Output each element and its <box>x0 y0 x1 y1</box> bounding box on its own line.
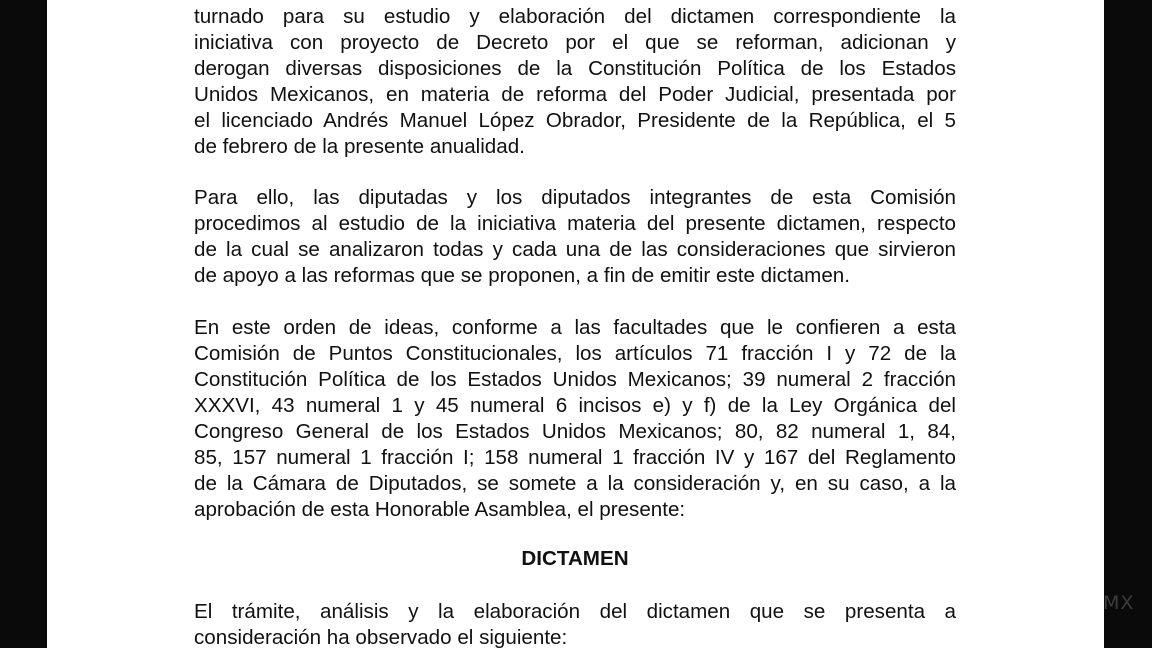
paragraph-line: aprobación de esta Honorable Asamblea, el presente: <box>194 498 686 521</box>
paragraph-line: el licenciado Andrés Manuel López Obrador, Presidente de la República, el 5 <box>194 109 956 132</box>
paragraph-line: procedimos al estudio de la iniciativa materia del presente dictamen, respecto <box>194 212 956 235</box>
paragraph-line: de febrero de la presente anualidad. <box>194 135 525 158</box>
section-heading: DICTAMEN <box>521 547 629 570</box>
paragraph-line: turnado para su estudio y elaboración del dictamen correspondiente la <box>194 5 956 28</box>
paragraph-line: 85, 157 numeral 1 fracción I; 158 numeral 1 fracción IV y 167 del Reglamento <box>194 446 956 469</box>
paragraph-tramite <box>194 599 956 648</box>
watermark-logo: MX <box>1103 592 1135 614</box>
paragraph-para-ello <box>194 185 956 289</box>
paragraph-line: Para ello, las diputadas y los diputados integrantes de esta Comisión <box>194 186 956 209</box>
paragraph-line: consideración ha observado el siguiente: <box>194 626 568 648</box>
paragraph-line: Constitución Política de los Estados Unidos Mexicanos; 39 numeral 2 fracción <box>194 368 956 391</box>
document-page <box>47 0 1104 648</box>
paragraph-line: El trámite, análisis y la elaboración del dictamen que se presenta a <box>194 600 956 623</box>
paragraph-turnado <box>194 4 956 160</box>
paragraph-line: de la cual se analizaron todas y cada una de las consideraciones que sirvieron <box>194 238 956 261</box>
paragraph-line: XXXVI, 43 numeral 1 y 45 numeral 6 incisos e) y f) de la Ley Orgánica del <box>194 394 956 417</box>
paragraph-line: Unidos Mexicanos, en materia de reforma del Poder Judicial, presentada por <box>194 83 956 106</box>
paragraph-line: Congreso General de los Estados Unidos Mexicanos; 80, 82 numeral 1, 84, <box>194 420 956 443</box>
paragraph-line: derogan diversas disposiciones de la Constitución Política de los Estados <box>194 57 956 80</box>
paragraph-line: de apoyo a las reformas que se proponen, a fin de emitir este dictamen. <box>194 264 850 287</box>
paragraph-line: En este orden de ideas, conforme a las facultades que le confieren a esta <box>194 316 956 339</box>
paragraph-line: de la Cámara de Diputados, se somete a la consideración y, en su caso, a la <box>194 472 956 495</box>
paragraph-line: iniciativa con proyecto de Decreto por el que se reforman, adicionan y <box>194 31 956 54</box>
paragraph-orden-de-ideas <box>194 315 956 523</box>
paragraph-line: Comisión de Puntos Constitucionales, los artículos 71 fracción I y 72 de la <box>194 342 956 365</box>
